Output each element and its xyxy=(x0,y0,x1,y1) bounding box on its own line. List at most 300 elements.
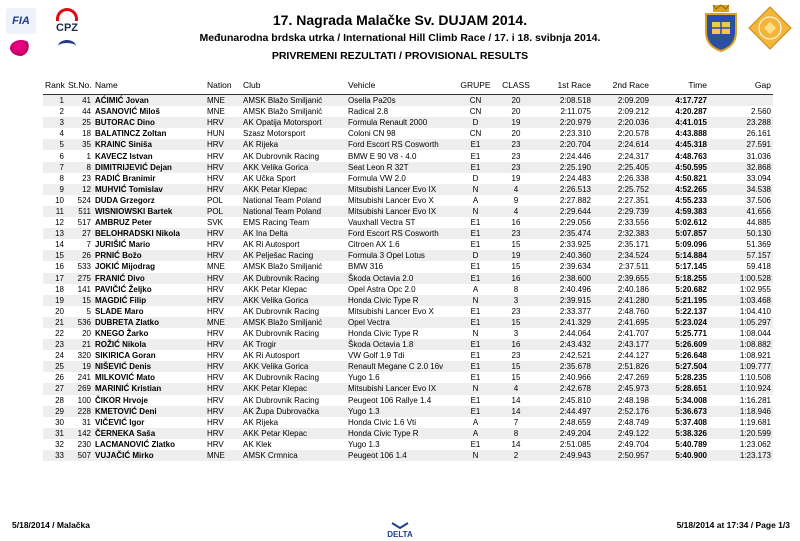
cell-race2: 2:52.176 xyxy=(593,406,651,417)
cell-rank: 28 xyxy=(55,395,64,405)
cell-time: 5:25.771 xyxy=(675,329,707,339)
cell-nation: POL xyxy=(205,206,241,217)
cell-race1: 2:41.329 xyxy=(535,317,593,328)
cell-stno: 21 xyxy=(66,339,93,350)
cell-race1: 2:39.915 xyxy=(535,295,593,306)
cell-race1: 2:39.634 xyxy=(559,262,591,272)
table-row xyxy=(43,150,773,161)
cell-stno: 12 xyxy=(66,184,93,195)
cell-vehicle: Radical 2.8 xyxy=(348,107,389,117)
cell-grupe: CN xyxy=(469,129,482,139)
cell-time: 4:41.015 xyxy=(651,117,709,128)
cell-vehicle: Citroen AX 1.6 xyxy=(348,240,400,250)
cell-race1: 2:20.979 xyxy=(535,117,593,128)
cell-class: 20 xyxy=(511,107,521,117)
table-row xyxy=(43,117,773,128)
cell-name: AĆIMIĆ Jovan xyxy=(93,95,205,107)
cell-nation: HRV xyxy=(205,339,241,350)
cell-class: 14 xyxy=(497,406,535,417)
cell-club: AK Opatija Motorsport xyxy=(241,117,346,128)
col-rank-header: Rank xyxy=(43,76,66,95)
cell-class: 8 xyxy=(513,284,519,294)
cell-race1: 2:51.085 xyxy=(559,439,591,449)
cell-stno: 100 xyxy=(77,395,91,405)
cell-nation: HRV xyxy=(205,428,241,439)
table-row xyxy=(43,406,773,417)
cell-gap: 32.868 xyxy=(709,162,773,173)
cell-gap: 23.288 xyxy=(709,117,773,128)
table-row xyxy=(43,217,773,228)
delta-logo-icon xyxy=(362,522,438,538)
col-gap-header: Gap xyxy=(709,76,773,95)
page-subtitle: Međunarodna brdska utrka / International Hill Climb Race / 17. i 18. svibnja 2014. xyxy=(199,32,601,44)
table-row xyxy=(43,95,773,107)
cell-stno: 7 xyxy=(86,240,91,250)
cell-name: JOKIĆ Mijodrag xyxy=(95,262,156,272)
cell-name: NIŠEVIĆ Denis xyxy=(93,361,205,372)
cell-race2: 2:34.524 xyxy=(593,250,651,261)
cell-time: 5:36.673 xyxy=(651,406,709,417)
cell-rank: 4 xyxy=(59,129,64,139)
cell-gap: 1:10.508 xyxy=(739,373,771,383)
cell-race2: 2:35.171 xyxy=(617,240,649,250)
cell-vehicle: Osella Pa20s xyxy=(346,95,454,107)
table-row xyxy=(43,417,773,428)
cell-grupe: E1 xyxy=(470,373,481,383)
cell-rank: 10 xyxy=(55,195,64,205)
cell-gap: 34.538 xyxy=(709,184,773,195)
cell-vehicle: Renault Megane C 2.0 16v xyxy=(346,361,454,372)
cell-race2: 2:40.186 xyxy=(617,284,649,294)
cell-club: AKK Petar Klepac xyxy=(243,284,308,294)
cell-race1: 2:42.521 xyxy=(559,351,591,361)
cell-nation: MNE xyxy=(207,107,225,117)
cell-grupe: N xyxy=(454,450,497,461)
cell-time: 5:28.235 xyxy=(675,373,707,383)
cell-gap: 1:19.681 xyxy=(739,417,771,427)
cell-club: AK Dubrovnik Racing xyxy=(243,306,320,316)
table-row xyxy=(43,395,773,406)
cell-stno: 35 xyxy=(66,139,93,150)
cell-vehicle: Yugo 1.3 xyxy=(348,439,380,449)
cell-gap: 1:23.173 xyxy=(709,450,773,461)
cell-name: KAVECZ Istvan xyxy=(95,151,153,161)
table-row xyxy=(43,128,773,139)
cell-class: 20 xyxy=(497,95,535,107)
cell-nation: HRV xyxy=(205,184,241,195)
cell-race1: 2:45.810 xyxy=(559,395,591,405)
table-header-row xyxy=(43,76,773,95)
cell-race2: 2:51.826 xyxy=(593,361,651,372)
cell-vehicle: Mitsubishi Lancer Evo X xyxy=(348,306,434,316)
table-row xyxy=(43,339,773,350)
cell-club: AK Dubrovnik Racing xyxy=(243,151,320,161)
cell-time: 5:28.651 xyxy=(651,383,709,394)
cell-race1: 2:49.943 xyxy=(535,450,593,461)
cell-nation: MNE xyxy=(205,317,241,328)
cell-name: ČIKOR Hrvoje xyxy=(95,395,148,405)
cell-vehicle: Coloni CN 98 xyxy=(348,129,396,139)
cell-grupe: D xyxy=(472,173,479,183)
cell-grupe: E1 xyxy=(470,218,481,228)
cell-time: 5:38.326 xyxy=(651,428,709,439)
cell-vehicle: Škoda Octavia 1.8 xyxy=(346,339,454,350)
table-row xyxy=(43,450,773,461)
cell-nation: HRV xyxy=(207,439,224,449)
cell-class: 15 xyxy=(511,373,521,383)
cell-nation: POL xyxy=(207,195,224,205)
cell-class: 23 xyxy=(497,139,535,150)
col-class-header: CLASS xyxy=(497,76,535,95)
cell-rank: 9 xyxy=(43,184,66,195)
cell-stno: 20 xyxy=(82,329,91,339)
cell-gap: 1:08.044 xyxy=(739,329,771,339)
cell-name: PRNIĆ Božo xyxy=(93,250,205,261)
cell-race2: 2:41.707 xyxy=(617,329,649,339)
cell-gap: 33.094 xyxy=(746,173,771,183)
col-time-header: Time xyxy=(651,76,709,95)
cell-race2: 2:41.695 xyxy=(593,317,651,328)
cell-gap: 50.130 xyxy=(709,228,773,239)
cell-vehicle: VW Golf 1.9 Tdi xyxy=(348,351,405,361)
cell-name: KNEGO Žarko xyxy=(95,329,149,339)
table-row xyxy=(43,295,773,306)
cell-rank: 6 xyxy=(59,151,64,161)
cell-race2: 2:47.269 xyxy=(617,373,649,383)
cell-vehicle: Vauxhall Vectra ST xyxy=(348,218,416,228)
cell-club: AK Ri Autosport xyxy=(243,240,300,250)
cell-vehicle: Škoda Octavia 2.0 xyxy=(346,273,454,284)
cell-race2: 2:20.578 xyxy=(617,129,649,139)
cell-vehicle: Mitsubishi Lancer Evo IX xyxy=(346,206,454,217)
cell-grupe: D xyxy=(454,117,497,128)
cell-gap: 1:09.777 xyxy=(709,361,773,372)
cell-race2: 2:41.280 xyxy=(593,295,651,306)
cell-vehicle: Opel Vectra xyxy=(346,317,454,328)
cell-nation: HUN xyxy=(207,129,225,139)
cell-class: 4 xyxy=(497,383,535,394)
cell-stno: 44 xyxy=(82,107,91,117)
cell-name: MAGDIĆ Filip xyxy=(93,295,205,306)
cell-vehicle: Honda Civic Type R xyxy=(348,329,419,339)
cell-rank: 30 xyxy=(55,417,64,427)
cell-class: 9 xyxy=(513,195,519,205)
cell-vehicle: Seat Leon R 32T xyxy=(346,162,454,173)
cell-time: 5:27.504 xyxy=(651,361,709,372)
cell-nation: HRV xyxy=(205,361,241,372)
cell-class: 23 xyxy=(511,151,521,161)
cell-race2: 2:25.405 xyxy=(593,162,651,173)
cell-gap: 41.656 xyxy=(709,206,773,217)
cell-vehicle: Peugeot 106 Rallye 1.4 xyxy=(348,395,432,405)
cell-nation: HRV xyxy=(207,373,224,383)
cell-time: 4:45.318 xyxy=(651,139,709,150)
cell-rank: 7 xyxy=(43,162,66,173)
cell-nation: SVK xyxy=(207,218,224,228)
cell-class: 8 xyxy=(497,428,535,439)
cell-grupe: N xyxy=(454,206,497,217)
cell-gap: 1:03.468 xyxy=(709,295,773,306)
cell-name: DIMITRIJEVIĆ Dejan xyxy=(93,162,205,173)
cell-gap: 57.157 xyxy=(709,250,773,261)
cell-stno: 511 xyxy=(66,206,93,217)
cell-time: 4:52.265 xyxy=(651,184,709,195)
cell-time: 5:26.648 xyxy=(675,351,707,361)
cell-race1: 2:29.056 xyxy=(559,218,591,228)
cell-club: AMSK Blažo Smiljanić xyxy=(241,95,346,107)
cell-club: AK Učka Sport xyxy=(243,173,296,183)
cell-class: 16 xyxy=(511,218,521,228)
cell-time: 4:43.888 xyxy=(675,129,707,139)
cell-name: BALATINCZ Zoltan xyxy=(95,129,167,139)
cell-name: FRANIĆ Divo xyxy=(93,273,205,284)
cell-rank: 3 xyxy=(43,117,66,128)
cell-time: 4:59.383 xyxy=(651,206,709,217)
cell-race1: 2:08.518 xyxy=(535,95,593,107)
cell-name: WISNIOWSKI Bartek xyxy=(93,206,205,217)
cell-nation: HRV xyxy=(207,351,224,361)
cell-nation: HRV xyxy=(207,329,224,339)
cell-stno: 228 xyxy=(66,406,93,417)
cell-stno: 142 xyxy=(66,428,93,439)
cell-nation: HRV xyxy=(205,383,241,394)
cell-race2: 2:26.338 xyxy=(617,173,649,183)
footer-date-location: 5/18/2014 / Malačka xyxy=(12,520,90,530)
cell-grupe: CN xyxy=(454,95,497,107)
cell-vehicle: BMW E 90 V8 - 4.0 xyxy=(348,151,417,161)
cell-gap: 2.560 xyxy=(750,107,771,117)
table-row xyxy=(43,372,773,383)
cell-race1: 2:27.882 xyxy=(559,195,591,205)
cell-club: AMSK Blažo Smiljanić xyxy=(241,317,346,328)
cell-club: AK Dubrovnik Racing xyxy=(243,373,320,383)
cell-rank: 23 xyxy=(43,339,66,350)
cell-race2: 2:24.317 xyxy=(617,151,649,161)
col-race2-header: 2nd Race xyxy=(593,76,651,95)
svg-text:DELTA: DELTA xyxy=(387,530,413,538)
cell-club: AK Ri Autosport xyxy=(243,351,300,361)
cell-name: JURIŠIĆ Mario xyxy=(95,240,151,250)
cell-club: AK Trogir xyxy=(241,339,346,350)
cell-rank: 29 xyxy=(43,406,66,417)
cell-rank: 26 xyxy=(55,373,64,383)
cell-stno: 269 xyxy=(66,383,93,394)
cell-time: 5:40.789 xyxy=(675,439,707,449)
cell-grupe: N xyxy=(454,295,497,306)
cell-race1: 2:35.474 xyxy=(535,228,593,239)
col-race1-header: 1st Race xyxy=(535,76,593,95)
table-row xyxy=(43,173,773,184)
cell-rank: 27 xyxy=(43,383,66,394)
col-vehicle-header: Vehicle xyxy=(346,76,454,95)
cell-grupe: A xyxy=(472,417,479,427)
cell-rank: 22 xyxy=(55,329,64,339)
cell-time: 5:18.255 xyxy=(651,273,709,284)
cell-club: AKK Petar Klepac xyxy=(241,383,346,394)
table-row xyxy=(43,328,773,339)
cell-race1: 2:40.360 xyxy=(535,250,593,261)
table-row xyxy=(43,250,773,261)
cell-rank: 12 xyxy=(55,218,64,228)
cell-race1: 2:23.310 xyxy=(559,129,591,139)
cell-club: AK Dubrovnik Racing xyxy=(243,395,320,405)
cell-grupe: A xyxy=(454,428,497,439)
cell-time: 5:14.884 xyxy=(651,250,709,261)
cell-vehicle: Yugo 1.3 xyxy=(346,406,454,417)
cell-grupe: E1 xyxy=(454,139,497,150)
cell-stno: 23 xyxy=(82,173,91,183)
col-name-header: Name xyxy=(93,76,205,95)
cell-name: MUHVIĆ Tomislav xyxy=(93,184,205,195)
cell-grupe: E1 xyxy=(470,306,481,316)
page-title: 17. Nagrada Malačke Sv. DUJAM 2014. xyxy=(272,12,528,28)
cell-name: SIKIRICA Goran xyxy=(95,351,156,361)
cell-gap: 31.036 xyxy=(746,151,771,161)
cell-class: 7 xyxy=(513,417,519,427)
cell-gap: 37.506 xyxy=(746,195,771,205)
cell-race2: 2:49.122 xyxy=(593,428,651,439)
cell-race2: 2:49.704 xyxy=(617,439,649,449)
cell-rank: 20 xyxy=(55,306,64,316)
cell-race2: 2:37.511 xyxy=(618,262,649,272)
cell-vehicle: Ford Escort RS Cosworth xyxy=(346,228,454,239)
cell-gap: 1:02.955 xyxy=(739,284,771,294)
cell-grupe: E1 xyxy=(454,361,497,372)
cell-rank: 17 xyxy=(43,273,66,284)
cell-vehicle: Yugo 1.6 xyxy=(348,373,380,383)
cell-stno: 18 xyxy=(82,129,91,139)
cell-name: KRAINC Siniša xyxy=(93,139,205,150)
cell-club: National Team Poland xyxy=(243,195,322,205)
cell-time: 4:50.821 xyxy=(675,173,707,183)
col-nation-header: Nation xyxy=(205,76,241,95)
cell-nation: HRV xyxy=(207,417,224,427)
cell-race1: 2:24.446 xyxy=(559,151,591,161)
cell-grupe: E1 xyxy=(454,406,497,417)
cell-club: AKK Velika Gorica xyxy=(241,361,346,372)
cell-grupe: E1 xyxy=(470,439,481,449)
results-table xyxy=(43,76,773,461)
table-row xyxy=(43,206,773,217)
cell-rank: 31 xyxy=(43,428,66,439)
cell-class: 16 xyxy=(497,339,535,350)
footer-timestamp-page: 5/18/2014 at 17:34 / Page 1/3 xyxy=(676,520,790,530)
cell-stno: 26 xyxy=(66,250,93,261)
cell-stno: 524 xyxy=(77,195,91,205)
cell-name: ČERNEKA Saša xyxy=(93,428,205,439)
cell-race2: 2:50.957 xyxy=(593,450,651,461)
cell-rank: 24 xyxy=(55,351,64,361)
cell-club: National Team Poland xyxy=(241,206,346,217)
cell-race1: 2:25.190 xyxy=(535,162,593,173)
cell-grupe: E1 xyxy=(470,151,481,161)
cell-stno: 5 xyxy=(86,306,91,316)
cell-nation: HRV xyxy=(205,273,241,284)
cell-grupe: E1 xyxy=(454,273,497,284)
cell-class: 16 xyxy=(497,273,535,284)
cell-name: MARINIĆ Kristian xyxy=(93,383,205,394)
table-row xyxy=(43,428,773,439)
cell-rank: 11 xyxy=(43,206,66,217)
cell-race1: 2:11.075 xyxy=(560,107,591,117)
cell-time: 5:09.096 xyxy=(675,240,707,250)
cell-race1: 2:33.377 xyxy=(559,306,591,316)
cell-grupe: A xyxy=(472,284,479,294)
cell-club: AK Ina Delta xyxy=(241,228,346,239)
cell-stno: 533 xyxy=(77,262,91,272)
cell-name: PAVIČIĆ Željko xyxy=(95,284,152,294)
cell-club: AMSK Blažo Smiljanić xyxy=(243,262,323,272)
cell-gap: 44.885 xyxy=(746,218,771,228)
table-row xyxy=(43,106,773,117)
table-row xyxy=(43,273,773,284)
cell-name: DUDA Grzegorz xyxy=(95,195,155,205)
table-row xyxy=(43,284,773,295)
cell-class: 15 xyxy=(511,240,521,250)
cell-time: 5:17.145 xyxy=(675,262,707,272)
cell-name: VUJAČIĆ Mirko xyxy=(93,450,205,461)
cell-race1: 2:20.704 xyxy=(535,139,593,150)
cell-name: KMETOVIĆ Deni xyxy=(93,406,205,417)
cell-vehicle: BMW 316 xyxy=(348,262,384,272)
cell-class: 15 xyxy=(497,361,535,372)
cell-club: AKK Velika Gorica xyxy=(241,162,346,173)
table-row xyxy=(43,350,773,361)
cell-grupe: A xyxy=(472,195,479,205)
cell-name: ROŽIĆ Nikola xyxy=(93,339,205,350)
cell-time: 4:48.763 xyxy=(675,151,707,161)
cell-gap: 1:18.946 xyxy=(709,406,773,417)
cell-race1: 2:44.497 xyxy=(535,406,593,417)
cell-stno: 507 xyxy=(66,450,93,461)
cell-race2: 2:48.198 xyxy=(617,395,649,405)
cell-grupe: N xyxy=(472,329,479,339)
cell-vehicle: Mitsubishi Lancer Evo X xyxy=(348,195,434,205)
cell-stno: 230 xyxy=(77,439,91,449)
cell-gap: 59.418 xyxy=(746,262,771,272)
cell-race1: 2:35.678 xyxy=(535,361,593,372)
cell-nation: HRV xyxy=(205,139,241,150)
cell-gap: 1:05.297 xyxy=(709,317,773,328)
cell-race1: 2:40.966 xyxy=(559,373,591,383)
cell-grupe: E1 xyxy=(454,339,497,350)
cell-race1: 2:26.513 xyxy=(535,184,593,195)
cell-gap xyxy=(709,95,773,107)
cell-class: 23 xyxy=(511,351,521,361)
cell-time: 5:23.024 xyxy=(651,317,709,328)
table-row xyxy=(43,439,773,450)
cell-club: AK Pelješac Racing xyxy=(241,250,346,261)
cell-class: 4 xyxy=(497,184,535,195)
cell-time: 5:26.609 xyxy=(651,339,709,350)
cell-grupe: E1 xyxy=(454,162,497,173)
cell-class: 19 xyxy=(497,250,535,261)
cell-vehicle: Honda Civic Type R xyxy=(346,295,454,306)
cell-gap: 51.369 xyxy=(746,240,771,250)
cell-grupe: E1 xyxy=(470,395,481,405)
cell-club: AKK Petar Klepac xyxy=(241,184,346,195)
cell-gap: 1:08.921 xyxy=(739,351,771,361)
table-row xyxy=(43,361,773,372)
cell-grupe: E1 xyxy=(470,240,481,250)
cell-time: 5:34.008 xyxy=(675,395,707,405)
cell-stno: 275 xyxy=(66,273,93,284)
cell-grupe: E1 xyxy=(454,228,497,239)
cell-nation: HRV xyxy=(205,228,241,239)
cell-race2: 2:43.177 xyxy=(593,339,651,350)
cell-class: 23 xyxy=(511,306,521,316)
fia-logo: FIA xyxy=(6,8,36,34)
